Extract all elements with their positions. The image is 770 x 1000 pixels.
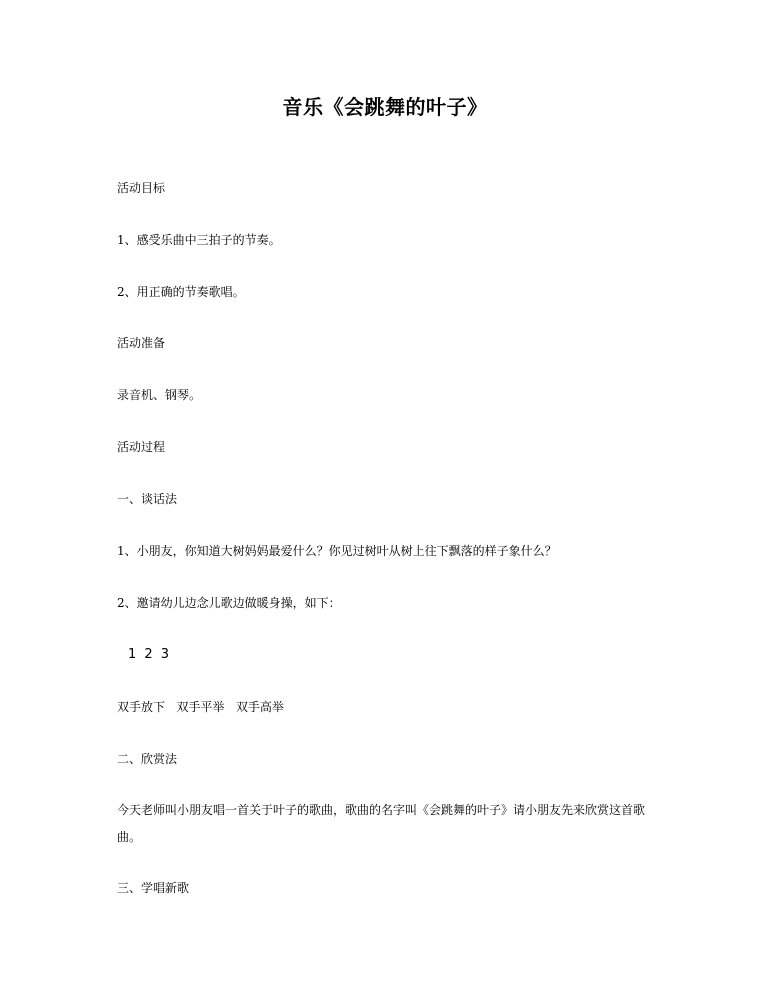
step1-item-2: 2、邀请幼儿边念儿歌边做暖身操，如下： bbox=[117, 596, 341, 610]
document-title: 音乐《会跳舞的叶子》 bbox=[282, 95, 488, 119]
beat-numbers: 1 2 3 bbox=[128, 647, 170, 662]
step3-heading: 三、学唱新歌 bbox=[117, 881, 190, 895]
step2-heading: 二、欣赏法 bbox=[117, 752, 178, 766]
prep-text: 录音机、钢琴。 bbox=[117, 388, 202, 402]
goal-item-2: 2、用正确的节奏歌唱。 bbox=[117, 285, 245, 299]
step1-heading: 一、谈话法 bbox=[117, 492, 178, 506]
step1-item-1: 1、小朋友，你知道大树妈妈最爱什么？你见过树叶从树上往下飘落的样子象什么？ bbox=[117, 544, 557, 558]
beat-actions: 双手放下 双手平举 双手高举 bbox=[117, 700, 284, 714]
process-heading: 活动过程 bbox=[117, 440, 166, 454]
prep-heading: 活动准备 bbox=[117, 336, 166, 350]
goal-heading: 活动目标 bbox=[117, 181, 166, 195]
step2-text: 今天老师叫小朋友唱一首关于叶子的歌曲，歌曲的名字叫《会跳舞的叶子》请小朋友先来欣赏这首歌曲。 bbox=[117, 803, 646, 844]
goal-item-1: 1、感受乐曲中三拍子的节奏。 bbox=[117, 233, 281, 247]
